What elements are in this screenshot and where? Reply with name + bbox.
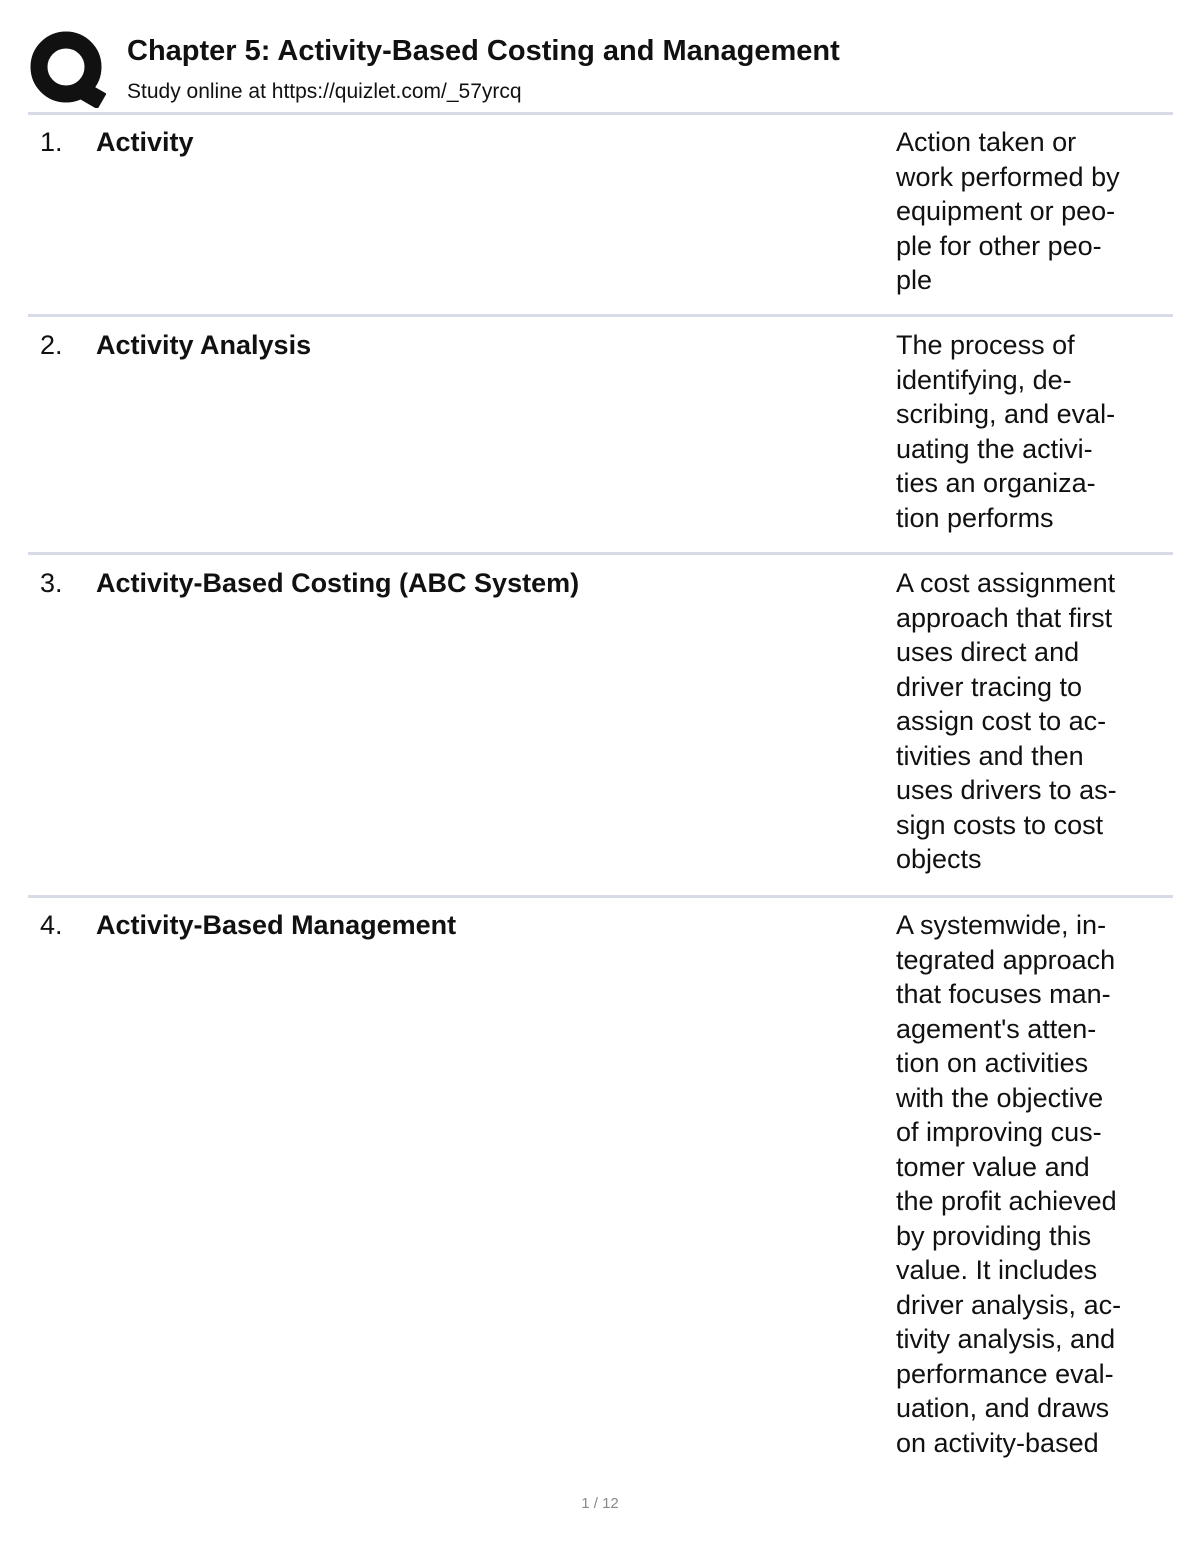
definition-line: uses drivers to as- bbox=[896, 775, 1117, 805]
entry-number: 1. bbox=[40, 127, 63, 157]
definition-line: scribing, and eval- bbox=[896, 399, 1116, 429]
definition-line: uses direct and bbox=[896, 637, 1080, 667]
definition-line: tegrated approach bbox=[896, 944, 1116, 975]
entry-number: 2. bbox=[40, 330, 63, 360]
quizlet-logo-icon bbox=[30, 30, 106, 108]
entry-term: Activity-Based Management bbox=[96, 910, 457, 940]
page-indicator: 1 / 12 bbox=[581, 1495, 619, 1512]
definition-line: agement's atten- bbox=[896, 1013, 1097, 1044]
definition-line: uating the activi- bbox=[896, 433, 1093, 464]
definition-line: work performed by bbox=[896, 161, 1120, 192]
page-header bbox=[28, 28, 1173, 114]
definition-line: tion on activities bbox=[896, 1048, 1089, 1078]
definition-line: value. It includes bbox=[896, 1255, 1098, 1285]
entry-definition bbox=[896, 328, 1168, 535]
entry-number: 3. bbox=[40, 568, 63, 598]
definition-line: approach that first bbox=[896, 602, 1113, 633]
definition-line: ple for other peo- bbox=[896, 230, 1102, 261]
page-title: Chapter 5: Activity-Based Costing and Management bbox=[127, 35, 840, 67]
definition-line: ties an organiza- bbox=[896, 468, 1096, 498]
definition-line: identifying, de- bbox=[896, 364, 1072, 395]
definition-line: A cost assignment bbox=[896, 568, 1116, 598]
definition-line: driver analysis, ac- bbox=[896, 1289, 1122, 1320]
definition-line: sign costs to cost bbox=[896, 809, 1104, 840]
definition-line: equipment or peo- bbox=[896, 196, 1116, 226]
definition-line: A systemwide, in- bbox=[896, 910, 1107, 940]
definition-line: of improving cus- bbox=[896, 1117, 1102, 1147]
definition-line: assign cost to ac- bbox=[896, 706, 1107, 736]
entry-term: Activity-Based Costing (ABC System) bbox=[96, 568, 580, 598]
entry-definition bbox=[896, 908, 1168, 1460]
definition-line: the profit achieved bbox=[896, 1186, 1117, 1216]
definition-line: on activity-based bbox=[896, 1427, 1099, 1458]
definition-line: Action taken or bbox=[896, 127, 1077, 157]
definition-line: driver tracing to bbox=[896, 671, 1083, 702]
definition-line: tion performs bbox=[896, 502, 1054, 533]
entry-definition bbox=[896, 566, 1168, 877]
definition-line: uation, and draws bbox=[896, 1393, 1110, 1423]
study-online-link-text: Study online at https://quizlet.com/_57yrcq bbox=[127, 80, 522, 103]
definition-line: objects bbox=[896, 844, 982, 874]
entry-definition bbox=[896, 125, 1168, 298]
definition-line: tivities and then bbox=[896, 740, 1084, 771]
entry-term: Activity Analysis bbox=[96, 330, 312, 360]
definition-line: The process of bbox=[896, 330, 1075, 360]
definition-line: that focuses man- bbox=[896, 979, 1111, 1009]
definition-line: by providing this bbox=[896, 1220, 1092, 1251]
definition-line: tivity analysis, and bbox=[896, 1324, 1116, 1354]
definition-line: ple bbox=[896, 265, 933, 295]
divider bbox=[28, 314, 1173, 317]
definition-line: performance eval- bbox=[896, 1358, 1114, 1389]
definition-line: with the objective bbox=[896, 1082, 1104, 1113]
divider bbox=[28, 552, 1173, 555]
divider bbox=[28, 112, 1173, 115]
definition-line: tomer value and bbox=[896, 1151, 1090, 1182]
divider bbox=[28, 895, 1173, 898]
entry-number: 4. bbox=[40, 910, 63, 940]
entry-term: Activity bbox=[96, 127, 194, 157]
